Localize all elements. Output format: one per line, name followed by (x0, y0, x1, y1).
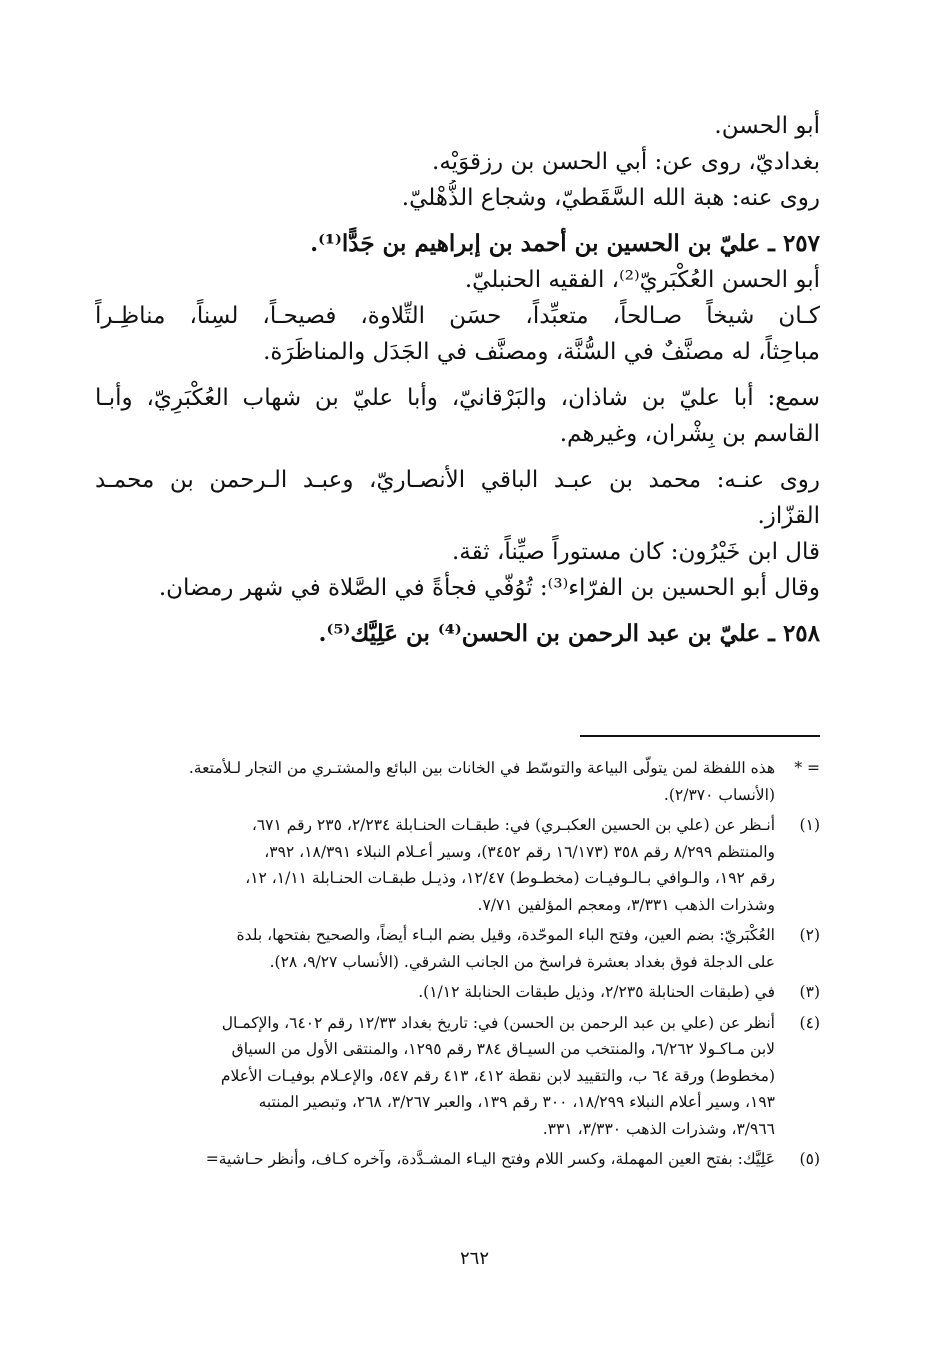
footnote (95, 1146, 820, 1173)
entry-heading-258: ٢٥٨ ـ عليّ بن عبد الرحمن بن الحسن⁽⁴⁾ بن عَلِيَّك⁽⁵⁾. (318, 620, 820, 647)
text-line: مباحِثاً، له مصنَّفٌ في السُّنَّة، ومصنَّف في الجَدَل والمناظَرَة. (263, 339, 820, 365)
text-line: أبو الحسن العُكْبَريّ⁽²⁾، الفقيه الحنبليّ. (464, 267, 820, 293)
footnote-mark: (٢) (799, 926, 820, 944)
footnote-line: لابن مـاكـولا ٦/٢٦٢، والمنتخب من السيـاق ٣٨٤ رقم ١٢٩٥، والمنتقى الأول من السياق (231, 1040, 775, 1058)
footnote (95, 812, 820, 918)
footnote-line: أنظر عن (علي بن عبد الرحمن بن الحسن) في: تاريخ بغداد ١٢/٣٣ رقم ٦٤٠٢، والإكمـال (221, 1013, 775, 1032)
footnote-mark: = * (794, 759, 820, 777)
footnote-line: وشذرات الذهب ٣/٣٣١، ومعجم المؤلفين ٧/٧١. (477, 895, 775, 914)
footnote-separator (580, 735, 820, 737)
entry-heading-257: ٢٥٧ ـ عليّ بن الحسين بن أحمد بن إبراهيم بن جَدًّا⁽¹⁾. (310, 230, 820, 257)
main-text (95, 108, 820, 652)
footnote-line: (الأنساب ٢/٣٧٠). (663, 785, 775, 804)
footnote-mark: (١) (799, 816, 820, 834)
footnote-line: أنـظر عن (علي بن الحسين العكبـري) في: طبقـات الحنـابلة ٢/٢٣٤، ٢٣٥ رقم ٦٧١، (251, 816, 775, 834)
footnote-line: عَلِيَّك: بفتح العين المهملة، وكسر اللام وفتح اليـاء المشـدَّدة، وآخره كـاف، وأنظر حـاشية= (205, 1150, 775, 1168)
text-line: القاسم بن بِشْران، وغيرهم. (559, 421, 820, 447)
footnote (95, 979, 820, 1006)
footnote-mark: (٥) (799, 1150, 820, 1168)
footnote-line: هذه اللفظة لمن يتولّى البياعة والتوسّط في الخانات بين البائع والمشتـري من التجار لـلأمتعة. (188, 759, 775, 777)
footnote-mark: (٣) (799, 983, 820, 1001)
footnote-line: ٣/٩٦٦، وشذرات الذهب ٣/٣٣٠، ٣٣١. (542, 1119, 775, 1138)
text-line: كـان شيخاً صـالحاً، متعبِّداً، حسَن التِّلاوة، فصيحـاً، لسِناً، مناظِـراً (95, 303, 820, 329)
footnote-line: (مخطوط) ورقة ٦٤ ب، والتقييد لابن نقطة ٤١٢، ٤١٣ رقم ٥٤٧، والإعـلام بوفيـات الأعلام (220, 1066, 775, 1085)
text-line: وقال أبو الحسين بن الفرّاء⁽³⁾: تُوُفّي فجأةً في الصَّلاة في شهر رمضان. (158, 575, 820, 601)
text-line: بغداديّ، روى عن: أبي الحسن بن رزقوَيْه. (432, 149, 820, 175)
text-line: القزّاز. (757, 503, 820, 529)
page-number: ٢٦٢ (459, 1248, 489, 1269)
footnote (95, 922, 820, 975)
footnote-line: على الدجلة فوق بغداد بعشرة فراسخ من الجانب الشرقي. (الأنساب ٩/٢٧، ٢٨). (269, 952, 775, 971)
footnote-line: ١٩٣، وسير أعلام النبلاء ١٨/٢٩٩، ٣٠٠ رقم ١٣٩، والعبر ٣/٢٦٧، ٢٦٨، وتبصير المنتبه (258, 1093, 775, 1111)
text-line: روى عنه: هبة الله السَّقَطيّ، وشجاع الذُّهْليّ. (401, 185, 820, 211)
footnote-line: رقم ١٩٢، والـوافي بـالـوفيـات (مخطـوط) ١٢/٤٧، وذيـل طبقـات الحنـابلة ١/١١، ١٢، (245, 869, 775, 887)
footnote-line: في (طبقات الحنابلة ٢/٢٣٥، وذيل طبقات الحنابلة ١/١٢). (418, 983, 775, 1001)
footnote-mark: (٤) (799, 1013, 820, 1032)
footnote (95, 1010, 820, 1143)
footnote-line: والمنتظم ٨/٢٩٩ رقم ٣٥٨ (١٦/١٧٣ رقم ٣٤٥٢)، وسير أعـلام النبلاء ١٨/٣٩١، ٣٩٢، (264, 842, 775, 861)
text-line: أبو الحسن. (714, 113, 820, 139)
text-line: قال ابن خَيْرُون: كان مستوراً صيِّناً، ثقة. (452, 539, 820, 565)
footnotes (95, 755, 820, 1173)
footnote (95, 755, 820, 808)
text-line: روى عنـه: محمد بن عبـد الباقي الأنصـاريّ، وعبـد الـرحمن بن محمـد (95, 467, 820, 493)
footnote-line: العُكْبَريّ: بضم العين، وفتح الباء الموحّدة، وقيل بضم البـاء أيضاً، والصحيح بفتحها، بلدة (236, 926, 775, 944)
text-line: سمع: أبا عليّ بن شاذان، والبَرْقانيّ، وأبا عليّ بن شهاب العُكْبَرِيّ، وأبـا (95, 385, 820, 411)
